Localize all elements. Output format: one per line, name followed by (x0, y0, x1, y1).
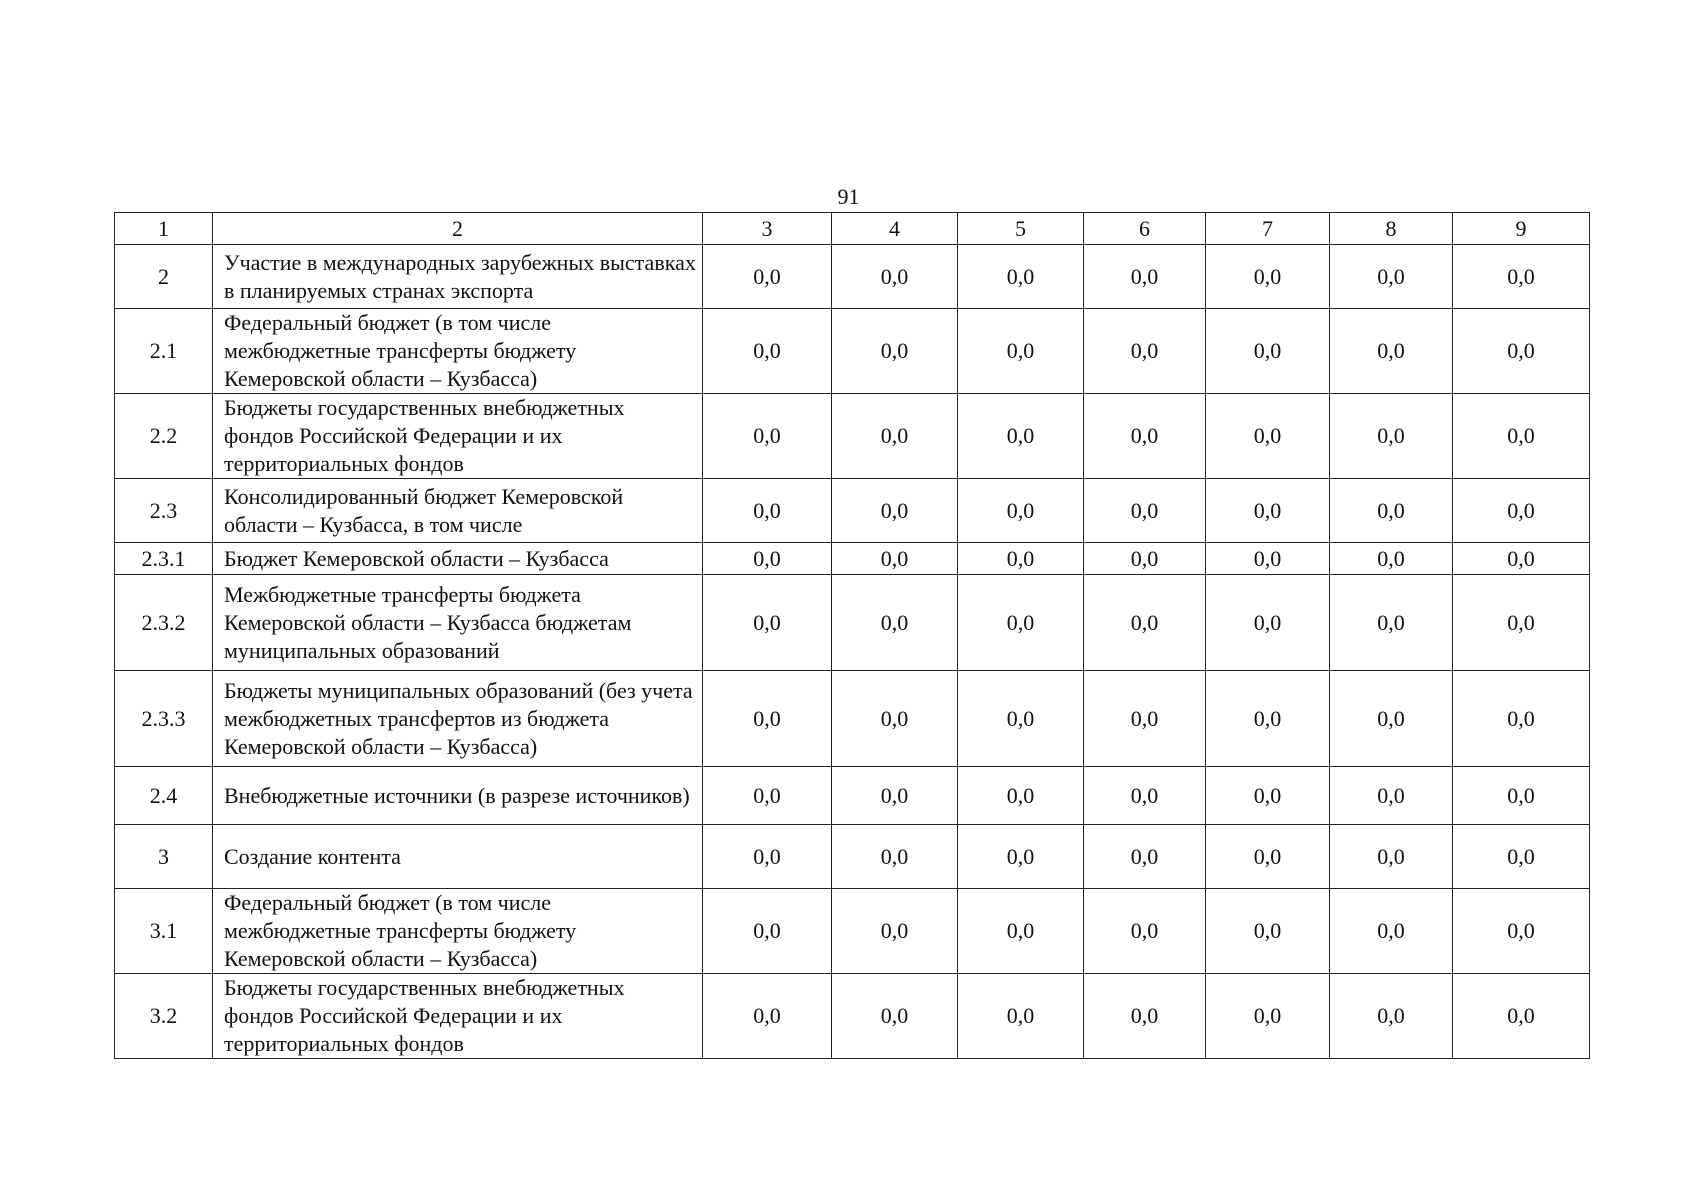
table-row (115, 575, 1590, 671)
row-value: 0,0 (1084, 575, 1206, 671)
row-value: 0,0 (1206, 974, 1330, 1059)
row-value: 0,0 (1206, 479, 1330, 543)
table-body (115, 213, 1590, 1059)
column-header: 2 (213, 213, 703, 245)
row-value: 0,0 (958, 767, 1084, 825)
row-value: 0,0 (958, 309, 1084, 394)
row-value: 0,0 (1084, 974, 1206, 1059)
column-header: 4 (832, 213, 958, 245)
table-row (115, 889, 1590, 974)
table-row (115, 479, 1590, 543)
row-value: 0,0 (1206, 543, 1330, 575)
row-value: 0,0 (832, 974, 958, 1059)
row-value: 0,0 (703, 825, 832, 889)
row-value: 0,0 (1206, 245, 1330, 309)
row-value: 0,0 (958, 479, 1084, 543)
row-value: 0,0 (1206, 394, 1330, 479)
row-name: Федеральный бюджет (в том числе межбюджетные трансферты бюджету Кемеровской области – Кузбасса) (213, 889, 703, 974)
row-value: 0,0 (832, 543, 958, 575)
row-value: 0,0 (832, 889, 958, 974)
row-value: 0,0 (832, 245, 958, 309)
column-header: 8 (1330, 213, 1453, 245)
row-number: 3 (115, 825, 213, 889)
row-value: 0,0 (703, 543, 832, 575)
row-value: 0,0 (1330, 394, 1453, 479)
page-number: 91 (837, 184, 860, 209)
column-header: 1 (115, 213, 213, 245)
table-row (115, 309, 1590, 394)
table-row (115, 543, 1590, 575)
row-value: 0,0 (1453, 245, 1590, 309)
column-header: 6 (1084, 213, 1206, 245)
row-value: 0,0 (1330, 974, 1453, 1059)
row-value: 0,0 (958, 394, 1084, 479)
row-value: 0,0 (1084, 767, 1206, 825)
row-value: 0,0 (1206, 575, 1330, 671)
table-row (115, 245, 1590, 309)
row-number: 3.1 (115, 889, 213, 974)
row-value: 0,0 (1206, 671, 1330, 767)
row-value: 0,0 (1453, 543, 1590, 575)
row-value: 0,0 (1206, 825, 1330, 889)
row-value: 0,0 (1453, 394, 1590, 479)
row-name: Внебюджетные источники (в разрезе источников) (213, 767, 703, 825)
row-value: 0,0 (1084, 479, 1206, 543)
row-value: 0,0 (958, 575, 1084, 671)
row-value: 0,0 (1453, 479, 1590, 543)
row-value: 0,0 (832, 767, 958, 825)
table-row (115, 767, 1590, 825)
row-value: 0,0 (958, 889, 1084, 974)
row-value: 0,0 (1084, 825, 1206, 889)
row-name: Межбюджетные трансферты бюджета Кемеровской области – Кузбасса бюджетам муниципальных образований (213, 575, 703, 671)
row-value: 0,0 (1084, 671, 1206, 767)
row-value: 0,0 (703, 974, 832, 1059)
row-value: 0,0 (1084, 309, 1206, 394)
row-value: 0,0 (1206, 889, 1330, 974)
table-row (115, 394, 1590, 479)
row-number: 2.1 (115, 309, 213, 394)
row-value: 0,0 (958, 825, 1084, 889)
budget-table (114, 212, 1590, 1059)
row-name: Создание контента (213, 825, 703, 889)
row-value: 0,0 (1453, 974, 1590, 1059)
row-value: 0,0 (832, 671, 958, 767)
column-header: 7 (1206, 213, 1330, 245)
row-value: 0,0 (958, 543, 1084, 575)
row-value: 0,0 (832, 479, 958, 543)
column-header: 9 (1453, 213, 1590, 245)
row-value: 0,0 (703, 394, 832, 479)
row-value: 0,0 (1330, 767, 1453, 825)
row-name: Бюджет Кемеровской области – Кузбасса (213, 543, 703, 575)
row-value: 0,0 (1453, 575, 1590, 671)
table-row (115, 974, 1590, 1059)
row-value: 0,0 (1084, 245, 1206, 309)
row-value: 0,0 (1453, 889, 1590, 974)
row-value: 0,0 (958, 974, 1084, 1059)
row-value: 0,0 (1330, 575, 1453, 671)
row-name: Консолидированный бюджет Кемеровской области – Кузбасса, в том числе (213, 479, 703, 543)
column-header: 5 (958, 213, 1084, 245)
row-value: 0,0 (1330, 309, 1453, 394)
row-value: 0,0 (703, 309, 832, 394)
row-number: 2.4 (115, 767, 213, 825)
row-number: 2.2 (115, 394, 213, 479)
row-value: 0,0 (1330, 671, 1453, 767)
row-value: 0,0 (1206, 309, 1330, 394)
table-row (115, 825, 1590, 889)
row-number: 2.3.2 (115, 575, 213, 671)
row-value: 0,0 (1206, 767, 1330, 825)
row-value: 0,0 (1453, 671, 1590, 767)
row-value: 0,0 (1453, 825, 1590, 889)
row-value: 0,0 (703, 479, 832, 543)
row-name: Бюджеты государственных внебюджетных фондов Российской Федерации и их территориальных фондов (213, 974, 703, 1059)
row-value: 0,0 (703, 889, 832, 974)
column-header: 3 (703, 213, 832, 245)
row-number: 2.3.1 (115, 543, 213, 575)
row-name: Бюджеты государственных внебюджетных фондов Российской Федерации и их территориальных фондов (213, 394, 703, 479)
row-value: 0,0 (832, 394, 958, 479)
row-value: 0,0 (1084, 889, 1206, 974)
row-value: 0,0 (1084, 394, 1206, 479)
row-name: Бюджеты муниципальных образований (без учета межбюджетных трансфертов из бюджета Кемеровской области – Кузбасса) (213, 671, 703, 767)
row-value: 0,0 (703, 767, 832, 825)
row-number: 2 (115, 245, 213, 309)
row-value: 0,0 (1453, 309, 1590, 394)
header-row (115, 213, 1590, 245)
row-value: 0,0 (703, 575, 832, 671)
row-value: 0,0 (958, 245, 1084, 309)
row-number: 2.3.3 (115, 671, 213, 767)
row-number: 3.2 (115, 974, 213, 1059)
row-value: 0,0 (1330, 543, 1453, 575)
row-value: 0,0 (1330, 825, 1453, 889)
row-value: 0,0 (1330, 479, 1453, 543)
row-number: 2.3 (115, 479, 213, 543)
row-name: Федеральный бюджет (в том числе межбюджетные трансферты бюджету Кемеровской области – Кузбасса) (213, 309, 703, 394)
row-value: 0,0 (832, 575, 958, 671)
table-row (115, 671, 1590, 767)
row-value: 0,0 (1330, 889, 1453, 974)
row-value: 0,0 (832, 825, 958, 889)
row-value: 0,0 (703, 671, 832, 767)
row-value: 0,0 (958, 671, 1084, 767)
row-value: 0,0 (1453, 767, 1590, 825)
row-name: Участие в международных зарубежных выставках в планируемых странах экспорта (213, 245, 703, 309)
row-value: 0,0 (703, 245, 832, 309)
row-value: 0,0 (1084, 543, 1206, 575)
row-value: 0,0 (1330, 245, 1453, 309)
row-value: 0,0 (832, 309, 958, 394)
